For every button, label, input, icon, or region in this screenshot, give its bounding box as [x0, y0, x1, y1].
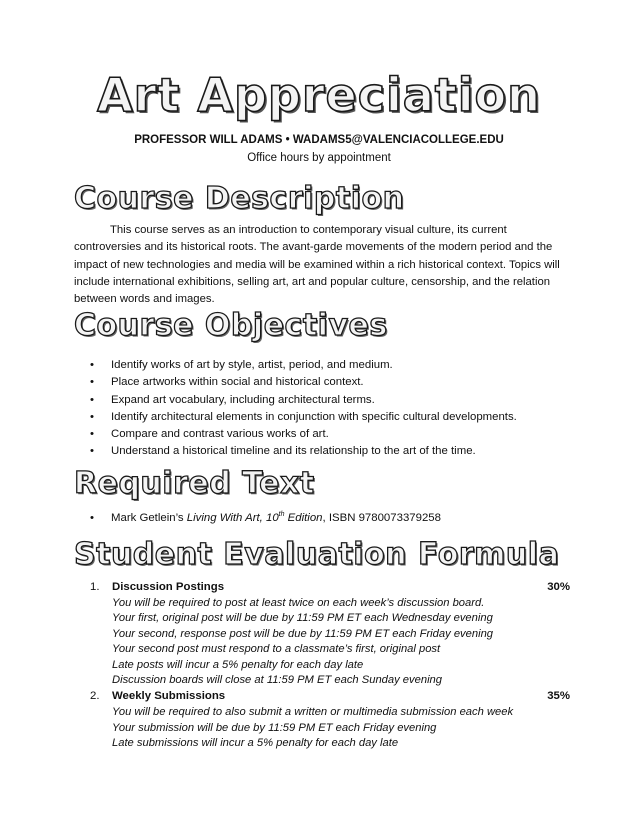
item-number: 1.: [90, 581, 100, 593]
item-percent: 30%: [547, 581, 570, 593]
item-number: 2.: [90, 690, 100, 703]
objectives-list: [90, 357, 517, 461]
item-detail: Your second, response post will be due by 11:59 PM ET each Friday evening: [112, 627, 494, 640]
list-item: • Compare and contrast various works of art.: [90, 426, 517, 443]
list-item: • Identify architectural elements in conjunction with specific cultural developments.: [90, 409, 517, 426]
evaluation-heading: Student Evaluation Formula: [74, 537, 560, 572]
item-title: Discussion Postings: [112, 581, 225, 593]
item-detail: You will be required to post at least twice on each week’s discussion board.: [112, 597, 485, 609]
list-item: • Place artworks within social and historical context.: [90, 374, 517, 391]
item-detail: Discussion boards will close at 11:59 PM ET each Sunday evening: [112, 674, 442, 687]
page-title: Art Appreciation: [97, 68, 541, 122]
list-item: • Understand a historical timeline and its relationship to the art of the time.: [90, 443, 517, 460]
textbook-title: Living With Art, 10: [186, 512, 279, 524]
evaluation-item: [90, 579, 570, 688]
item-title: Weekly Submissions: [112, 690, 226, 703]
item-detail: Late submissions will incur a 5% penalty for each day late: [112, 737, 399, 750]
required-text-heading: Required Text: [74, 466, 315, 501]
item-detail: Late posts will incur a 5% penalty for each day late: [112, 658, 364, 671]
textbook-isbn: , ISBN 9780073379258: [322, 512, 441, 524]
list-item: [90, 510, 441, 527]
required-text-list: [90, 510, 441, 527]
item-detail: You will be required to also submit a written or multimedia submission each week: [112, 706, 514, 719]
evaluation-list: [90, 579, 570, 752]
item-percent: 35%: [547, 690, 570, 703]
textbook-edition: Edition: [284, 512, 323, 524]
course-description-text: This course serves as an introduction to contemporary visual culture, its current controversies and its historical roots. The avant-garde movements of the modern period and the impact of new technologies and media will be examined within a rich historical context. Topics will include international exhibitions, selling art, art and popular culture, censorship, and the relation between words and images.: [74, 224, 560, 306]
item-detail: Your second post must respond to a classmate’s first, original post: [112, 643, 441, 656]
professor-contact: PROFESSOR WILL ADAMS • WADAMS5@VALENCIACOLLEGE.EDU: [134, 134, 504, 146]
course-objectives-heading: Course Objectives: [74, 308, 388, 343]
list-item: • Identify works of art by style, artist, period, and medium.: [90, 357, 517, 374]
item-detail: Your submission will be due by 11:59 PM ET each Friday evening: [112, 721, 437, 734]
textbook-author: Mark Getlein’s: [111, 512, 187, 524]
office-hours: Office hours by appointment: [247, 152, 391, 164]
edition-suffix: th: [278, 511, 285, 519]
course-description-heading: Course Description: [74, 181, 405, 216]
evaluation-item: [90, 688, 570, 751]
item-detail: Your first, original post will be due by 11:59 PM ET each Wednesday evening: [112, 612, 493, 625]
list-item: • Expand art vocabulary, including architectural terms.: [90, 392, 517, 409]
